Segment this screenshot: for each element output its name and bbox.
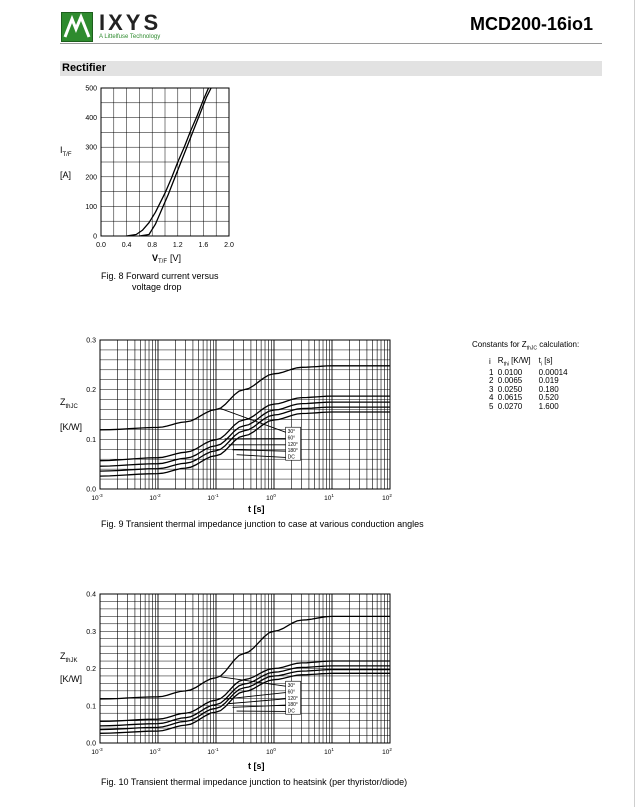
- fig9-legend-label: DC: [287, 454, 295, 461]
- fig10-series-line: [100, 666, 390, 726]
- fig8-ylabel: $I_{T/F}$: [60, 145, 72, 158]
- constants-rthi: 0.0270: [497, 401, 523, 411]
- fig8-xtick-label: 0.8: [147, 242, 158, 249]
- section-title: Rectifier: [60, 61, 602, 76]
- fig9-xtick-label: $10^2$: [382, 493, 392, 502]
- constants-col-i: i: [489, 357, 491, 367]
- constants-i: 1: [489, 367, 494, 377]
- fig10-xtick-label: $10^0$: [266, 747, 276, 756]
- fig10-ytick-label: 0.1: [86, 703, 96, 711]
- fig8-ytick-label: 0: [93, 233, 97, 241]
- fig8-ytick-label: 400: [85, 115, 97, 123]
- fig9-legend-label: 180°: [287, 448, 298, 455]
- fig9-ytick-label: 0.1: [86, 436, 96, 444]
- fig10-ytick-label: 0.0: [86, 740, 96, 748]
- fig9-caption: Fig. 9 Transient thermal impedance junction to case at various conduction angles: [101, 519, 424, 529]
- fig8-ytick-label: 500: [85, 85, 97, 93]
- fig9-yunit: [K/W]: [60, 422, 82, 432]
- fig10-ytick-label: 0.4: [86, 591, 96, 599]
- constants-rthi: 0.0250: [497, 384, 523, 394]
- fig9-legend-label: 120°: [287, 441, 298, 448]
- fig9-ytick-label: 0.2: [86, 387, 96, 395]
- fig10-xtick-label: $10^{-3}$: [91, 747, 103, 756]
- fig8-caption-line2: voltage drop: [132, 282, 182, 292]
- constants-ti: 0.00014: [538, 367, 568, 377]
- fig8-ytick-label: 100: [85, 203, 97, 211]
- fig10-xtick-label: $10^{-2}$: [149, 747, 161, 756]
- constants-col-r: $R_{thi}$ [K/W]: [497, 355, 531, 368]
- constants-ti: 0.180: [538, 384, 559, 394]
- fig8-ytick-label: 300: [85, 144, 97, 152]
- constants-rthi: 0.0615: [497, 393, 523, 403]
- fig8-ytick-label: 200: [85, 174, 97, 182]
- fig10-caption: Fig. 10 Transient thermal impedance junction to heatsink (per thyristor/diode): [101, 777, 408, 787]
- fig8-xtick-label: 1.6: [198, 242, 209, 249]
- fig9-xtick-label: $10^{-1}$: [207, 493, 219, 502]
- constants-i: 2: [489, 376, 494, 386]
- fig9-legend-label: 30°: [287, 429, 296, 436]
- fig9-xlabel: t [s]: [248, 504, 265, 514]
- fig10-xlabel: t [s]: [248, 761, 265, 771]
- fig9-ytick-label: 0.0: [86, 486, 96, 494]
- constants-ti: 0.520: [538, 393, 559, 403]
- fig10-xtick-label: $10^{-1}$: [207, 747, 219, 756]
- fig8-xtick-label: 0.4: [121, 242, 132, 249]
- constants-ti: 1.600: [538, 401, 559, 411]
- constants-col-t: $t_i$ [s]: [538, 355, 553, 368]
- constants-rthi: 0.0100: [497, 367, 523, 377]
- fig9-xtick-label: $10^0$: [266, 493, 276, 502]
- constants-i: 4: [489, 393, 494, 403]
- fig9-ylabel: $Z_{thJC}$: [60, 397, 78, 410]
- fig10-legend-label: 180°: [287, 702, 298, 709]
- fig8-xtick-label: 1.2: [172, 242, 183, 249]
- brand-tagline: A Littelfuse Technology: [99, 34, 161, 40]
- fig10-yunit: [K/W]: [60, 674, 82, 684]
- fig9-xtick-label: $10^1$: [324, 493, 334, 502]
- constants-i: 3: [489, 384, 494, 394]
- fig10-ytick-label: 0.2: [86, 666, 96, 673]
- fig10-ytick-label: 0.3: [86, 628, 96, 636]
- fig10-xtick-label: $10^1$: [324, 747, 334, 756]
- fig8-xtick-label: 0.0: [96, 242, 106, 249]
- fig8-xtick-label: 2.0: [224, 242, 234, 249]
- constants-i: 5: [489, 401, 494, 411]
- fig10-legend-label: 120°: [287, 695, 298, 702]
- brand-name: IXYS: [99, 10, 162, 35]
- fig10-series-line: [100, 616, 390, 699]
- fig10-legend-pointer: [229, 699, 286, 704]
- constants-ti: 0.019: [538, 376, 559, 386]
- fig9-xtick-label: $10^{-2}$: [149, 493, 161, 502]
- fig10-xtick-label: $10^2$: [382, 747, 392, 756]
- fig8-caption-line1: Fig. 8 Forward current versus: [101, 271, 219, 281]
- part-number: MCD200-16io1: [469, 14, 593, 34]
- fig10-ylabel: $Z_{thJK}$: [60, 651, 78, 664]
- fig10-legend-label: 30°: [287, 683, 296, 690]
- fig8-xlabel: $V_{T/F}$ [V]: [152, 253, 182, 265]
- constants-rthi: 0.0065: [497, 376, 523, 386]
- fig10-legend-pointer: [233, 705, 286, 707]
- fig8-yunit: [A]: [60, 170, 72, 180]
- fig10-series: [100, 616, 390, 733]
- constants-title: Constants for $Z_{thJC}$ calculation:: [472, 340, 580, 352]
- fig10-legend-label: 60°: [287, 689, 296, 696]
- fig9-ytick-label: 0.3: [86, 337, 96, 345]
- fig9-legend-label: 60°: [287, 435, 296, 442]
- fig9-xtick-label: $10^{-3}$: [91, 493, 103, 502]
- fig10-legend-label: DC: [287, 708, 295, 715]
